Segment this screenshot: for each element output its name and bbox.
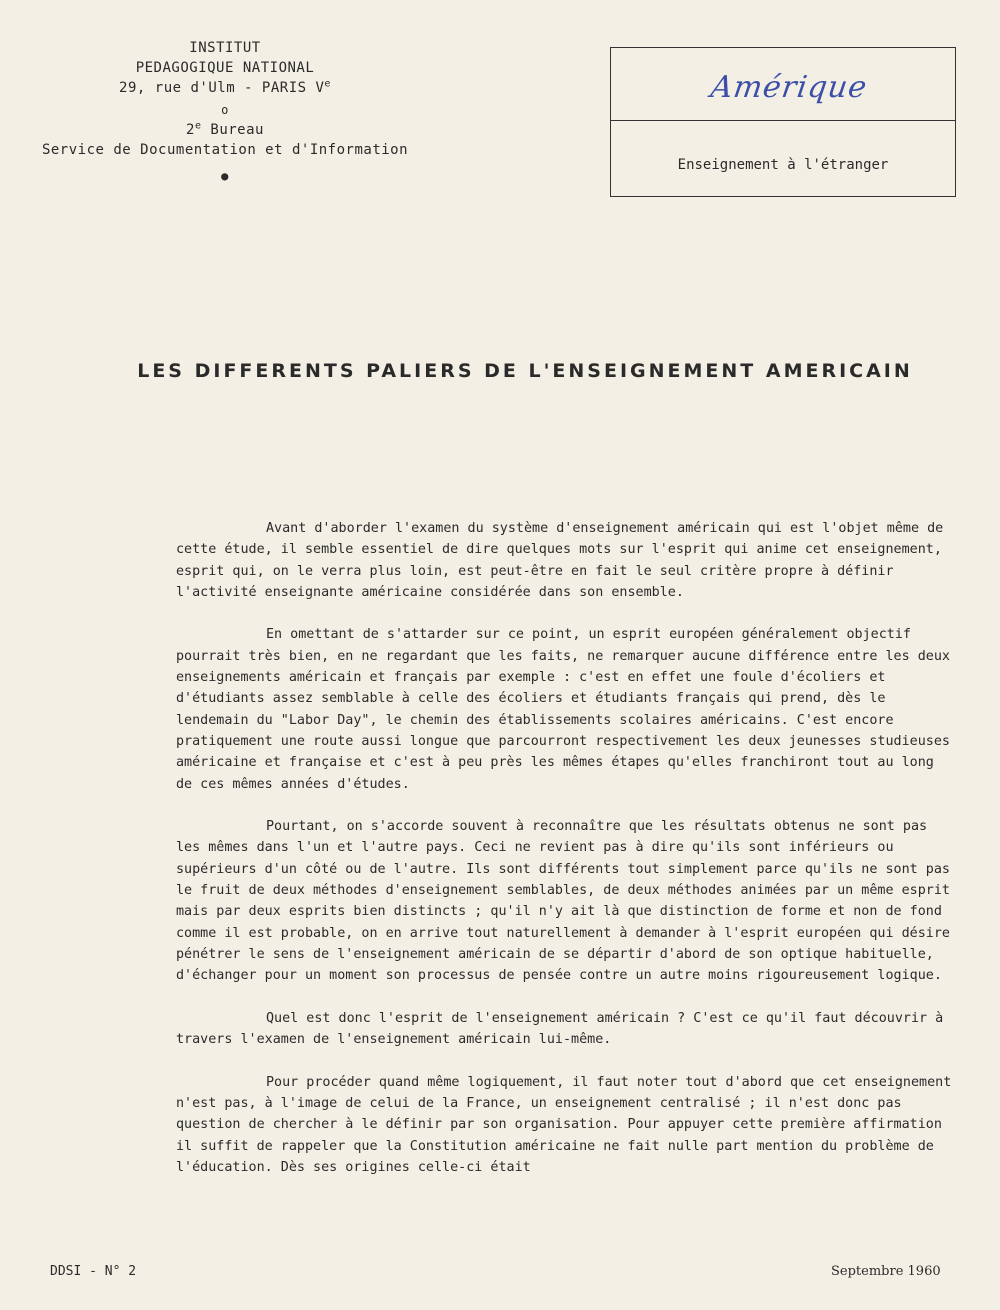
paragraph-2: En omettant de s'attarder sur ce point, un esprit européen généralement objectif pourrait très bien, en ne regardant que les faits, ne remarquer aucune différence entre les deux enseignements américain et français par exemple : c'est en effet une foule d'écoliers et d'étudiants assez semblable à celle des écoliers et étudiants français qui prend, dès le lendemain du "Labor Day", le chemin des établissements scolaires américains. C'est encore pratiquement une route aussi longue que parcourront respectivement les deux jeunesses studieuses américaine et française et c'est à peu près les mêmes étapes qu'elles franchiront tout au long de ces mêmes années d'études. bbox=[176, 627, 950, 792]
footer-reference: DDSI - N° 2 bbox=[50, 1264, 137, 1279]
institute-line2: PEDAGOGIQUE NATIONAL bbox=[135, 60, 315, 76]
address-main: 29, rue d'Ulm - PARIS V bbox=[119, 80, 325, 96]
paragraph-5: Pour procéder quand même logiquement, il faut noter tout d'abord que cet enseignement n'est pas, à l'image de celui de la France, un enseignement centralisé ; il n'est donc pas question de chercher à le définir par son organisation. Pour appuyer cette première affirmation il suffit de rappeler que la Constitution américaine ne fait nulle part mention du problème de l'éducation. Dès ses origines celle-ci était bbox=[176, 1074, 952, 1175]
bullet-mark: ● bbox=[221, 169, 229, 183]
paragraph-3: Pourtant, on s'accorde souvent à reconnaître que les résultats obtenus ne sont pas les mêmes dans l'un et l'autre pays. Ceci ne revient pas à dire qu'ils sont inférieurs ou supérieurs d'un côté ou de l'autre. Ils sont différents tout simplement parce qu'ils ne sont pas le fruit de deux méthodes d'enseignement semblables, de deux méthodes animées par un même esprit mais par deux esprits bien distincts ; qu'il n'y ait là que distinction de forme et non de fond comme il est probable, on en arrive tout naturellement à demander à l'esprit européen qui désire pénétrer le sens de l'enseignement américain de se départir d'abord de son optique habituelle, d'échanger pour un moment son processus de pensée contre un autre moins rigoureusement logique. bbox=[176, 819, 950, 984]
institute-header bbox=[30, 38, 420, 186]
bureau-line bbox=[30, 120, 420, 140]
bureau-word: Bureau bbox=[201, 122, 264, 138]
institute-address bbox=[30, 78, 420, 98]
document-title: LES DIFFERENTS PALIERS DE L'ENSEIGNEMENT AMERICAIN bbox=[137, 360, 913, 382]
service-line: Service de Documentation et d'Information bbox=[41, 142, 409, 158]
bureau-sup: e bbox=[194, 120, 202, 132]
subject-label: Enseignement à l'étranger bbox=[677, 157, 889, 173]
bureau-number: 2 bbox=[186, 122, 195, 138]
address-sup: e bbox=[324, 78, 331, 90]
subject-box-top bbox=[611, 48, 955, 121]
subject-box bbox=[610, 47, 956, 197]
paragraph-1: Avant d'aborder l'examen du système d'enseignement américain qui est l'objet même de cette étude, il semble essentiel de dire quelques mots sur l'esprit qui anime cet enseignement, esprit qui, on le verra plus loin, est peut-être en fait le seul critère propre à définir l'activité enseignante américaine considérée dans son ensemble. bbox=[176, 521, 944, 600]
document-body bbox=[176, 518, 956, 1200]
handwritten-note: Amérique bbox=[708, 70, 870, 105]
institute-line1: INSTITUT bbox=[189, 40, 261, 56]
header-separator: o bbox=[221, 103, 229, 117]
paragraph-4: Quel est donc l'esprit de l'enseignement américain ? C'est ce qu'il faut découvrir à travers l'examen de l'enseignement américain lui-même. bbox=[176, 1010, 944, 1048]
footer-date: Septembre 1960 bbox=[831, 1264, 941, 1279]
